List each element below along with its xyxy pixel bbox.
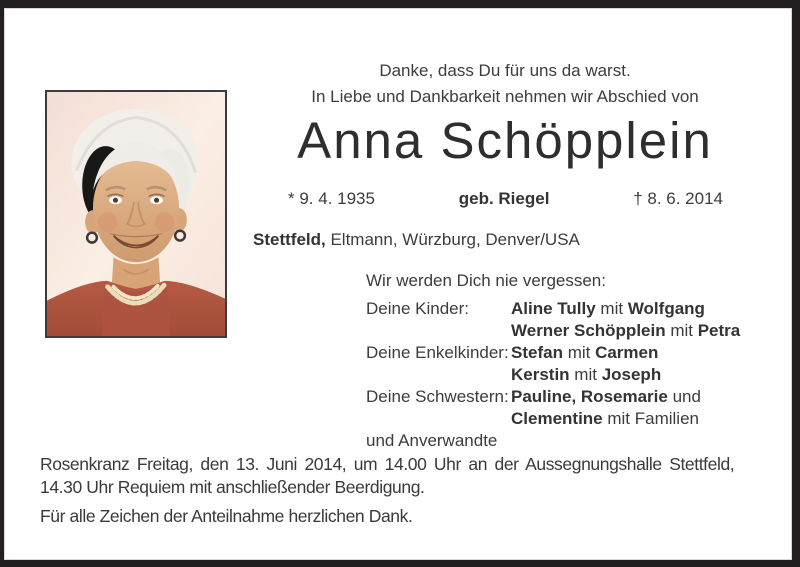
farewell-intro-line: In Liebe und Dankbarkeit nehmen wir Abschied von xyxy=(311,87,699,106)
family-names: Aline Tully mit Wolfgang xyxy=(511,299,705,318)
family-names: Stefan mit Carmen xyxy=(511,343,659,362)
relatives-line: und Anverwandte xyxy=(366,431,498,450)
deceased-name: Anna Schöpplein xyxy=(297,112,713,169)
funeral-schedule-line-2: 14.30 Uhr Requiem mit anschließender Beerdigung. xyxy=(40,477,425,497)
family-label-grandchildren: Deine Enkelkinder: xyxy=(366,343,509,362)
portrait-photo xyxy=(45,90,227,338)
maiden-name: geb. Riegel xyxy=(458,189,550,208)
condolence-thanks-line: Für alle Zeichen der Anteilnahme herzlichen Dank. xyxy=(40,506,413,526)
other-places: Eltmann, Würzburg, Denver/USA xyxy=(325,230,580,249)
remembrance-line: Wir werden Dich nie vergessen: xyxy=(366,271,606,290)
death-date: † 8. 6. 2014 xyxy=(633,189,723,208)
portrait-photo-illustration xyxy=(47,92,225,336)
birth-date: * 9. 4. 1935 xyxy=(288,189,375,208)
family-names: Pauline, Rosemarie und xyxy=(511,387,701,406)
family-label-sisters: Deine Schwestern: xyxy=(366,387,509,406)
family-names: Kerstin mit Joseph xyxy=(511,365,662,384)
family-names: Werner Schöpplein mit Petra xyxy=(511,321,741,340)
places-line xyxy=(253,229,773,251)
funeral-schedule-line-1: Rosenkranz Freitag, den 13. Juni 2014, um 14.00 Uhr an der Aussegnungshalle Stettfeld, xyxy=(40,454,735,474)
family-names: Clementine mit Familien xyxy=(511,409,699,428)
family-label-children: Deine Kinder: xyxy=(366,299,470,318)
life-dates-row xyxy=(288,188,723,210)
thanks-line: Danke, dass Du für uns da warst. xyxy=(379,61,631,80)
home-town: Stettfeld, xyxy=(253,230,326,249)
